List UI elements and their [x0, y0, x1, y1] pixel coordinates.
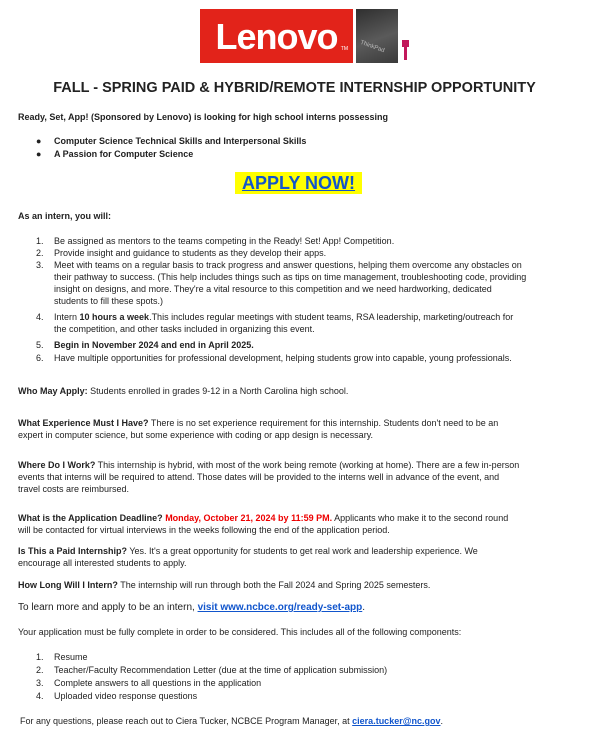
component-number: 3.: [36, 678, 44, 688]
where-section: Where Do I Work? This internship is hybrid, with most of the work being remote (working at home). There are a few in-person: [18, 460, 520, 470]
paid-line: encourage all interested students to apply.: [18, 558, 187, 568]
deadline-label: What is the Application Deadline?: [18, 513, 163, 523]
duty-number: 1.: [36, 236, 44, 246]
lenovo-logo-text: Lenovo: [215, 15, 338, 57]
ncbce-link[interactable]: visit www.ncbce.org/ready-set-app: [197, 602, 363, 613]
where-label: Where Do I Work?: [18, 460, 96, 470]
duty-number: 4.: [36, 312, 44, 322]
component-number: 4.: [36, 691, 44, 701]
intro-text: Ready, Set, App! (Sponsored by Lenovo) is looking for high school interns possessing: [18, 112, 389, 122]
apply-now-button[interactable]: [235, 172, 362, 194]
bullet-icon: ●: [36, 136, 42, 146]
learn-more-section: To learn more and apply to be an intern, visit www.ncbce.org/ready-set-app.: [18, 602, 366, 613]
who-section: Who May Apply: Students enrolled in grades 9-12 in a North Carolina high school.: [18, 386, 349, 396]
duty-item-line: Meet with teams on a regular basis to track progress and answer questions, helping them overcome any obstacles on: [54, 260, 522, 270]
laptop-badge: ThinkPad: [359, 39, 386, 55]
experience-section: What Experience Must I Have? There is no set experience requirement for this internship. Students don't need to be an: [18, 418, 499, 428]
bullet-icon: ●: [36, 149, 42, 159]
where-line: events that interns will be required to attend. Those dates will be provided to the interns well in advance of the event, and: [18, 472, 500, 482]
pin-stem: [404, 42, 407, 60]
qualification-item: A Passion for Computer Science: [54, 149, 194, 159]
component-item: Teacher/Faculty Recommendation Letter (due at the time of application submission): [54, 665, 388, 675]
paid-label: Is This a Paid Internship?: [18, 546, 128, 556]
experience-label: What Experience Must I Have?: [18, 418, 149, 428]
duty-item: Be assigned as mentors to the teams competing in the Ready! Set! App! Competition.: [54, 236, 395, 246]
duty-item-line: the competition, and other tasks included in organizing this event.: [54, 324, 315, 334]
component-item: Uploaded video response questions: [54, 691, 198, 701]
length-label: How Long Will I Intern?: [18, 580, 118, 590]
where-line: travel costs are reimbursed.: [18, 484, 130, 494]
duty-number: 6.: [36, 353, 44, 363]
length-section: How Long Will I Intern? The internship will run through both the Fall 2024 and Spring 2025 semesters.: [18, 580, 431, 590]
component-item: Complete answers to all questions in the application: [54, 678, 262, 688]
component-item: Resume: [54, 652, 88, 662]
who-label: Who May Apply:: [18, 386, 88, 396]
duty-item: Have multiple opportunities for professional development, helping students grow into capable, young professionals.: [54, 353, 512, 363]
experience-line: expert in computer science, but some experience with coding or app design is necessary.: [18, 430, 374, 440]
contact-email-link[interactable]: ciera.tucker@nc.gov: [352, 716, 441, 726]
lenovo-logo: [200, 9, 353, 63]
lenovo-tm: TM: [340, 46, 348, 52]
duty-number: 2.: [36, 248, 44, 258]
duty-item-line: students to fill these spots.): [54, 296, 164, 306]
components-intro: Your application must be fully complete in order to be considered. This includes all of the following components:: [18, 627, 462, 637]
duty-number: 5.: [36, 340, 44, 350]
deadline-date: Monday, October 21, 2024 by 11:59 PM.: [162, 513, 333, 523]
page-title: FALL - SPRING PAID & HYBRID/REMOTE INTERNSHIP OPPORTUNITY: [53, 80, 536, 96]
paid-section: Is This a Paid Internship? Yes. It's a great opportunity for students to get real work and leadership experience. We: [18, 546, 478, 556]
contact-section: For any questions, please reach out to Ciera Tucker, NCBCE Program Manager, at ciera.tucker@nc.gov.: [20, 716, 443, 726]
deadline-line: will be contacted for virtual interviews in the weeks following the end of the application period.: [18, 525, 390, 535]
duty-hours: 10 hours a week: [79, 312, 150, 322]
duty-item-line: their pathway to success. (This help includes things such as tips on time management, troubleshooting code, providing: [54, 272, 527, 282]
component-number: 1.: [36, 652, 44, 662]
component-number: 2.: [36, 665, 44, 675]
intern-heading: As an intern, you will:: [18, 211, 112, 221]
duty-item-line: insight on designs, and more. They're a vital resource to this competition and we need hardworking, dedicated: [54, 284, 492, 294]
duty-item-line: Intern 10 hours a week.This includes regular meetings with student teams, RSA leadership, marketing/outreach for: [54, 312, 514, 322]
duty-item: Provide insight and guidance to students as they develop their apps.: [54, 248, 327, 258]
apply-now-label: APPLY NOW!: [241, 172, 356, 193]
duty-number: 3.: [36, 260, 44, 270]
qualification-item: Computer Science Technical Skills and Interpersonal Skills: [54, 136, 307, 146]
duty-item: Begin in November 2024 and end in April 2025.: [54, 340, 254, 350]
deadline-section: What is the Application Deadline? Monday, October 21, 2024 by 11:59 PM. Applicants who make it to the second round: [18, 513, 509, 523]
